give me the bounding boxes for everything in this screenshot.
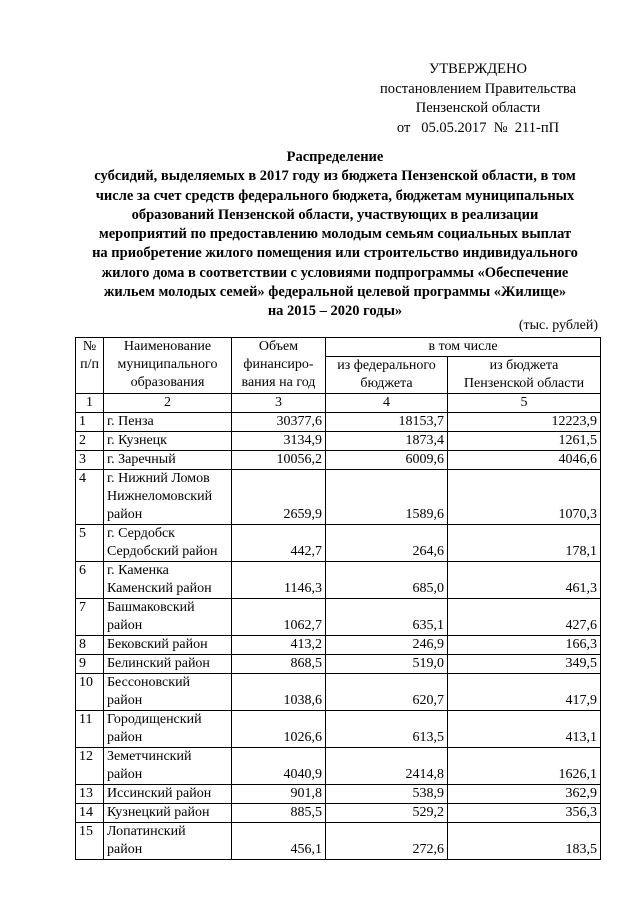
table-row xyxy=(76,599,601,636)
federal-amount: 529,2 xyxy=(326,804,448,823)
federal-amount: 6009,6 xyxy=(326,451,448,470)
total-amount: 442,7 xyxy=(232,525,326,562)
colnum-cell: 5 xyxy=(448,394,601,413)
approval-heading: УТВЕРЖДЕНО xyxy=(429,61,527,77)
row-number: 14 xyxy=(76,804,104,823)
title-line: жильем молодых семей» федеральной целевой программы «Жилище» xyxy=(103,284,567,301)
row-number: 9 xyxy=(76,655,104,674)
total-amount: 1026,6 xyxy=(232,711,326,748)
regional-amount: 356,3 xyxy=(448,804,601,823)
regional-amount: 166,3 xyxy=(448,636,601,655)
total-amount: 456,1 xyxy=(232,823,326,860)
municipality-name: Башмаковский район xyxy=(104,599,232,636)
table-row xyxy=(76,413,601,432)
regional-amount: 1626,1 xyxy=(448,748,601,785)
title-line: на приобретение жилого помещения или строительство индивидуального xyxy=(92,245,578,262)
row-number: 11 xyxy=(76,711,104,748)
header-federal: из федерального бюджета xyxy=(326,357,448,394)
regional-amount: 178,1 xyxy=(448,525,601,562)
table-row xyxy=(76,785,601,804)
table-row xyxy=(76,525,601,562)
regional-amount: 12223,9 xyxy=(448,413,601,432)
table-row xyxy=(76,655,601,674)
total-amount: 1146,3 xyxy=(232,562,326,599)
federal-amount: 1873,4 xyxy=(326,432,448,451)
header-volume: Объем финансиро- вания на год xyxy=(232,338,326,394)
regional-amount: 362,9 xyxy=(448,785,601,804)
table-row xyxy=(76,470,601,525)
federal-amount: 685,0 xyxy=(326,562,448,599)
header-regional: из бюджета Пензенской области xyxy=(448,357,601,394)
municipality-name: г. Пенза xyxy=(104,413,232,432)
table-row xyxy=(76,823,601,860)
row-number: 4 xyxy=(76,470,104,525)
municipality-name: Кузнецкий район xyxy=(104,804,232,823)
approval-date-number: от 05.05.2017 № 211-пП xyxy=(396,119,560,136)
municipality-name: Лопатинский район xyxy=(104,823,232,860)
total-amount: 1062,7 xyxy=(232,599,326,636)
approval-line: постановлением Правительства xyxy=(379,80,577,97)
federal-amount: 2414,8 xyxy=(326,748,448,785)
federal-amount: 538,9 xyxy=(326,785,448,804)
total-amount: 3134,9 xyxy=(232,432,326,451)
regional-amount: 461,3 xyxy=(448,562,601,599)
table-row xyxy=(76,636,601,655)
row-number: 15 xyxy=(76,823,104,860)
table-row xyxy=(76,711,601,748)
table-row xyxy=(76,432,601,451)
header-incl: в том числе xyxy=(326,338,601,357)
total-amount: 10056,2 xyxy=(232,451,326,470)
regional-amount: 183,5 xyxy=(448,823,601,860)
units-label: (тыс. рублей) xyxy=(518,318,598,333)
total-amount: 901,8 xyxy=(232,785,326,804)
federal-amount: 1589,6 xyxy=(326,470,448,525)
total-amount: 885,5 xyxy=(232,804,326,823)
regional-amount: 349,5 xyxy=(448,655,601,674)
row-number: 2 xyxy=(76,432,104,451)
title-line: образований Пензенской области, участвующих в реализации xyxy=(131,206,539,223)
total-amount: 868,5 xyxy=(232,655,326,674)
column-numbers-row xyxy=(76,394,601,413)
regional-amount: 417,9 xyxy=(448,674,601,711)
federal-amount: 613,5 xyxy=(326,711,448,748)
title-line: мероприятий по предоставлению молодым семьям социальных выплат xyxy=(98,226,572,243)
municipality-name: г. Нижний Ломов Нижнеломовский район xyxy=(104,470,232,525)
row-number: 3 xyxy=(76,451,104,470)
regional-amount: 427,6 xyxy=(448,599,601,636)
municipality-name: Белинский район xyxy=(104,655,232,674)
federal-amount: 635,1 xyxy=(326,599,448,636)
regional-amount: 1070,3 xyxy=(448,470,601,525)
row-number: 13 xyxy=(76,785,104,804)
table-row xyxy=(76,804,601,823)
title-line: Распределение xyxy=(286,149,384,165)
row-number: 5 xyxy=(76,525,104,562)
municipality-name: Иссинский район xyxy=(104,785,232,804)
table-row xyxy=(76,451,601,470)
title-line: на 2015 – 2020 годы» xyxy=(267,303,403,320)
row-number: 7 xyxy=(76,599,104,636)
municipality-name: г. Кузнецк xyxy=(104,432,232,451)
federal-amount: 620,7 xyxy=(326,674,448,711)
header-num: № п/п xyxy=(76,338,104,394)
row-number: 10 xyxy=(76,674,104,711)
total-amount: 1038,6 xyxy=(232,674,326,711)
regional-amount: 4046,6 xyxy=(448,451,601,470)
table-row xyxy=(76,674,601,711)
colnum-cell: 3 xyxy=(232,394,326,413)
federal-amount: 272,6 xyxy=(326,823,448,860)
municipality-name: г. Сердобск Сердобский район xyxy=(104,525,232,562)
title-line: субсидий, выделяемых в 2017 году из бюджета Пензенской области, в том xyxy=(94,168,576,185)
subsidy-table xyxy=(75,337,601,860)
title-line: жилого дома в соответствии с условиями подпрограммы «Обеспечение xyxy=(101,264,569,281)
total-amount: 4040,9 xyxy=(232,748,326,785)
colnum-cell: 4 xyxy=(326,394,448,413)
federal-amount: 519,0 xyxy=(326,655,448,674)
colnum-cell: 1 xyxy=(76,394,104,413)
municipality-name: Городищенский район xyxy=(104,711,232,748)
document-title xyxy=(60,148,610,322)
row-number: 6 xyxy=(76,562,104,599)
federal-amount: 264,6 xyxy=(326,525,448,562)
row-number: 1 xyxy=(76,413,104,432)
table-row xyxy=(76,562,601,599)
total-amount: 413,2 xyxy=(232,636,326,655)
municipality-name: Бековский район xyxy=(104,636,232,655)
municipality-name: Земетчинский район xyxy=(104,748,232,785)
total-amount: 2659,9 xyxy=(232,470,326,525)
municipality-name: г. Заречный xyxy=(104,451,232,470)
title-line: числе за счет средств федерального бюджета, бюджетам муниципальных xyxy=(95,187,575,204)
table-row xyxy=(76,748,601,785)
row-number: 12 xyxy=(76,748,104,785)
approval-stamp xyxy=(340,60,616,138)
federal-amount: 18153,7 xyxy=(326,413,448,432)
regional-amount: 1261,5 xyxy=(448,432,601,451)
row-number: 8 xyxy=(76,636,104,655)
colnum-cell: 2 xyxy=(104,394,232,413)
approval-line: Пензенской области xyxy=(415,100,541,116)
header-name: Наименование муниципального образования xyxy=(104,338,232,394)
federal-amount: 246,9 xyxy=(326,636,448,655)
total-amount: 30377,6 xyxy=(232,413,326,432)
municipality-name: г. Каменка Каменский район xyxy=(104,562,232,599)
regional-amount: 413,1 xyxy=(448,711,601,748)
municipality-name: Бессоновский район xyxy=(104,674,232,711)
